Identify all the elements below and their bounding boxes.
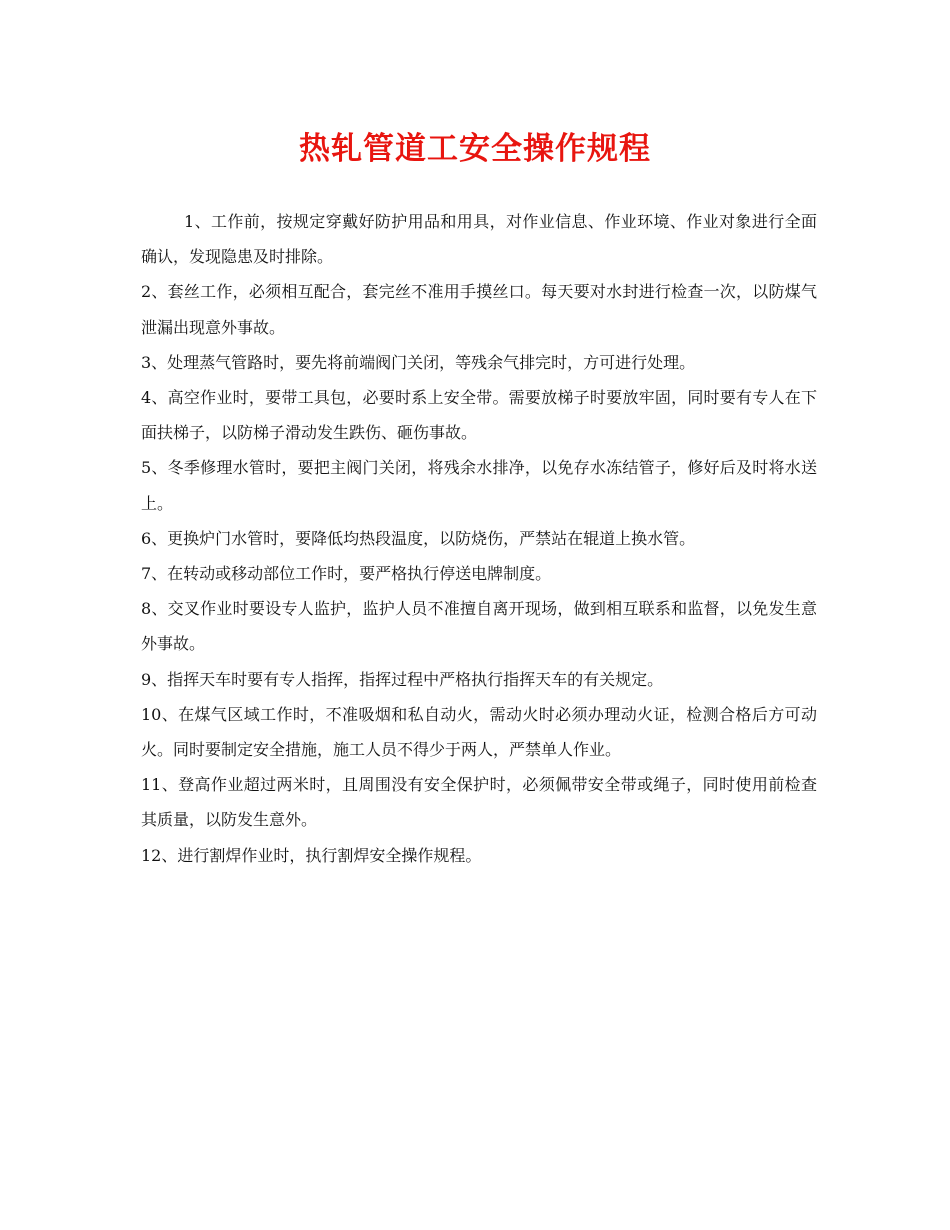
rule-paragraph-4: 4、高空作业时，要带工具包，必要时系上安全带。需要放梯子时要放牢固，同时要有专人在下面扶梯子，以防梯子滑动发生跌伤、砸伤事故。 [141, 388, 817, 443]
rule-paragraph-7: 7、在转动或移动部位工作时，要严格执行停送电牌制度。 [141, 564, 552, 584]
rule-paragraph-5: 5、冬季修理水管时，要把主阀门关闭，将残余水排净，以免存水冻结管子，修好后及时将水送上。 [141, 458, 817, 513]
rule-paragraph-3: 3、处理蒸气管路时，要先将前端阀门关闭，等残余气排完时，方可进行处理。 [141, 352, 696, 372]
rule-paragraph-8: 8、交叉作业时要设专人监护，监护人员不准擅自离开现场，做到相互联系和监督，以免发生意外事故。 [141, 599, 817, 654]
rule-paragraph-11: 11、登高作业超过两米时，且周围没有安全保护时，必须佩带安全带或绳子，同时使用前检查其质量，以防发生意外。 [141, 775, 817, 830]
rule-paragraph-1: 1、工作前，按规定穿戴好防护用品和用具，对作业信息、作业环境、作业对象进行全面确认，发现隐患及时排除。 [141, 212, 817, 267]
rule-paragraph-9: 9、指挥天车时要有专人指挥，指挥过程中严格执行指挥天车的有关规定。 [141, 669, 664, 689]
rule-paragraph-10: 10、在煤气区域工作时，不准吸烟和私自动火，需动火时必须办理动火证，检测合格后方可动火。同时要制定安全措施，施工人员不得少于两人，严禁单人作业。 [141, 704, 817, 760]
rule-paragraph-6: 6、更换炉门水管时，要降低均热段温度，以防烧伤，严禁站在辊道上换水管。 [141, 528, 696, 548]
rule-paragraph-2: 2、套丝工作，必须相互配合，套完丝不准用手摸丝口。每天要对水封进行检查一次，以防煤气泄漏出现意外事故。 [141, 282, 817, 337]
rule-paragraph-12: 12、进行割焊作业时，执行割焊安全操作规程。 [141, 845, 482, 865]
document-body [141, 204, 817, 873]
document-title: 热轧管道工安全操作规程 [299, 131, 651, 167]
